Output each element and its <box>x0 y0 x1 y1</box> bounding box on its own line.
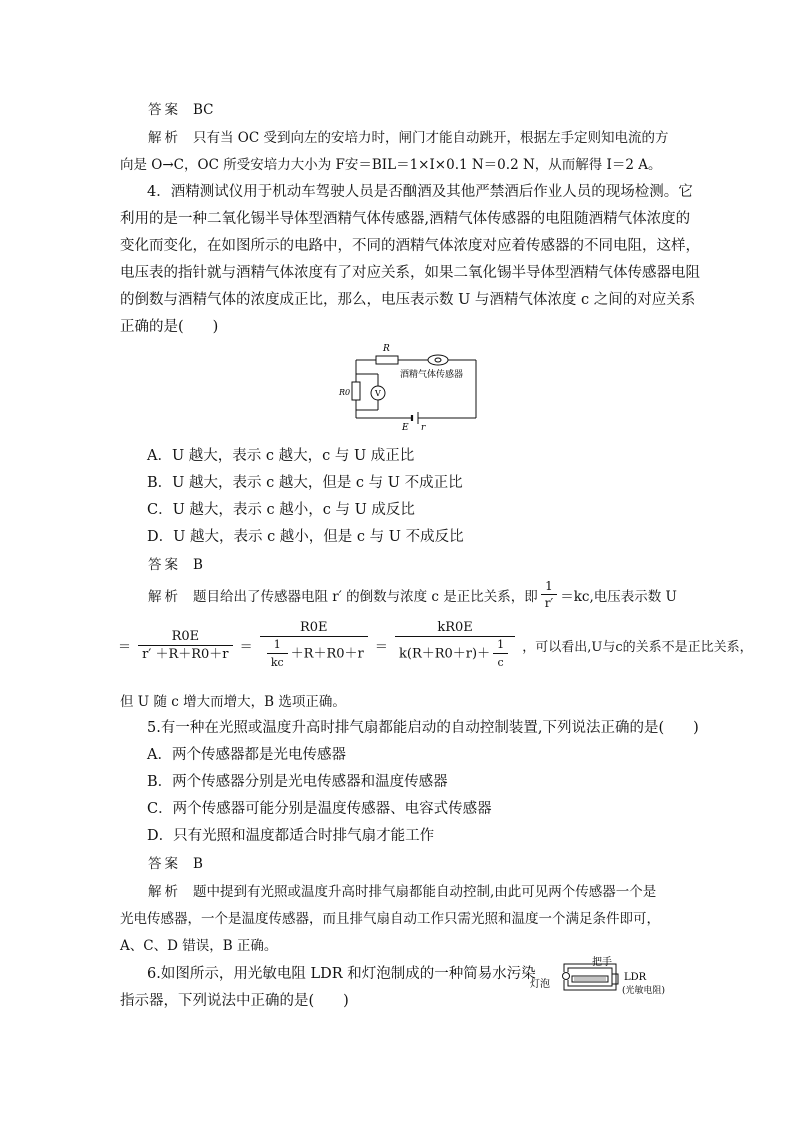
label-ldr: LDR <box>624 972 647 983</box>
resistor-r0 <box>352 382 360 400</box>
q4-circuit-diagram <box>336 340 486 436</box>
q5-stem: 5.有一种在光照或温度升高时排气扇都能启动的自动控制装置,下列说法正确的是( ) <box>147 720 699 736</box>
q3-analysis-line-2: 向是 O→C，OC 所受安培力大小为 F安＝BIL＝1×I×0.1 N＝0.2 N，从而解得 I＝2 A。 <box>120 157 662 173</box>
q4-option-c: C．U 越大，表示 c 越小，c 与 U 成反比 <box>147 502 415 518</box>
answer-label: 答案 <box>148 102 181 118</box>
q5-answer-line <box>120 852 680 872</box>
q5-option-d: D．只有光照和温度都适合时排气扇才能工作 <box>147 828 435 844</box>
q3-analysis-line-1 <box>120 126 680 146</box>
resistor-r <box>376 356 398 364</box>
analysis-label: 解析 <box>148 589 181 605</box>
answer-value: B <box>193 557 203 573</box>
q4-stem-line-4: 电压表的指针就与酒精气体浓度有了对应关系，如果二氧化锡半导体型酒精气体传感器电阻 <box>120 265 700 281</box>
q6-stem-line-1: 6.如图所示，用光敏电阻 LDR 和灯泡制成的一种简易水污染 <box>147 966 536 982</box>
q4-answer-line <box>120 553 680 573</box>
q5-option-b: B．两个传感器分别是光电传感器和温度传感器 <box>147 774 448 790</box>
label-sensor: 酒精气体传感器 <box>400 370 464 380</box>
fraction-1: $\frac{R0E}{r' +R+R0+r}$ <box>138 629 232 663</box>
q4-stem-line-3: 变化而变化，在如图所示的电路中，不同的酒精气体浓度对应着传感器的不同电阻，这样， <box>120 238 700 254</box>
q4-option-b: B．U 越大，表示 c 越大，但是 c 与 U 不成正比 <box>147 475 463 491</box>
q5-option-a: A．两个传感器都是光电传感器 <box>147 747 346 763</box>
q5-analysis-line-3: A、C、D 错误，B 正确。 <box>120 938 278 954</box>
q3-answer-line <box>120 98 680 118</box>
analysis-label: 解析 <box>148 884 181 900</box>
label-e: E <box>402 423 409 433</box>
label-handle: 把手 <box>592 957 612 968</box>
answer-value: B <box>193 856 203 872</box>
q6-stem-line-2: 指示器，下列说法中正确的是( ) <box>120 993 349 1009</box>
label-r0: R0 <box>339 388 351 397</box>
analysis-text: 只有当 OC 受到向左的安培力时，闸门才能自动跳开，根据左手定则知电流的方 <box>193 130 669 146</box>
q4-analysis-line-1 <box>120 578 680 612</box>
bulb-symbol <box>563 973 570 980</box>
analysis-text-2: ＝kc,电压表示数 U <box>560 589 677 605</box>
q4-stem-line-6: 正确的是( ) <box>120 319 219 335</box>
answer-value: BC <box>193 102 214 118</box>
ldr-symbol <box>612 974 618 984</box>
q5-option-c: C．两个传感器可能分别是温度传感器、电容式传感器 <box>147 801 492 817</box>
q5-analysis-line-2: 光电传感器，一个是温度传感器，而且排气扇自动工作只需光照和温度一个满足条件即可， <box>120 911 660 927</box>
label-ldr-cn: (光敏电阻) <box>622 986 666 996</box>
analysis-text: 题中提到有光照或温度升高时排气扇都能自动控制,由此可见两个传感器一个是 <box>193 884 657 900</box>
label-bulb: 灯泡 <box>530 979 550 990</box>
answer-label: 答案 <box>148 557 181 573</box>
label-v: V <box>375 389 381 398</box>
answer-label: 答案 <box>148 856 181 872</box>
label-r: R <box>383 344 390 354</box>
fraction-3: kR0E k(R＋R0＋r)＋ $\frac{1}{c}$ <box>395 620 515 671</box>
q4-equation: ＝ $\frac{R0E}{r' +R+R0+r}$ ＝ R0E $\frac{1}{kc}$ ＋R＋R0＋r ＝ kR0E k(R＋R0＋r)＋ $\frac{1}{c}$ ，可以看出,U与c的关系不是正比关系， <box>118 620 753 669</box>
q4-option-a: A．U 越大，表示 c 越大，c 与 U 成正比 <box>147 448 415 464</box>
q5-analysis-line-1 <box>120 880 680 900</box>
sensor-symbol <box>428 355 448 365</box>
analysis-label: 解析 <box>148 130 181 146</box>
q4-analysis-end: 但 U 随 c 增大而增大，B 选项正确。 <box>120 694 346 710</box>
q4-stem-line-1: 4．酒精测试仪用于机动车驾驶人员是否酗酒及其他严禁酒后作业人员的现场检测。它 <box>147 184 693 200</box>
fraction-one-over-r-prime: $\frac{1}{r'}$ <box>541 578 557 612</box>
q6-figure <box>530 956 680 1004</box>
q4-option-d: D．U 越大，表示 c 越小，但是 c 与 U 不成反比 <box>147 529 464 545</box>
fraction-2: R0E $\frac{1}{kc}$ ＋R＋R0＋r <box>260 620 368 671</box>
analysis-text: 题目给出了传感器电阻 r′ 的倒数与浓度 c 是正比关系，即 <box>193 589 538 605</box>
q4-stem-line-5: 的倒数与酒精气体的浓度成正比，那么，电压表示数 U 与酒精气体浓度 c 之间的对应关系 <box>120 292 696 308</box>
q4-stem-line-2: 利用的是一种二氧化锡半导体型酒精气体传感器,酒精气体传感器的电阻随酒精气体浓度的 <box>120 211 691 227</box>
label-r-internal: r <box>421 423 426 433</box>
